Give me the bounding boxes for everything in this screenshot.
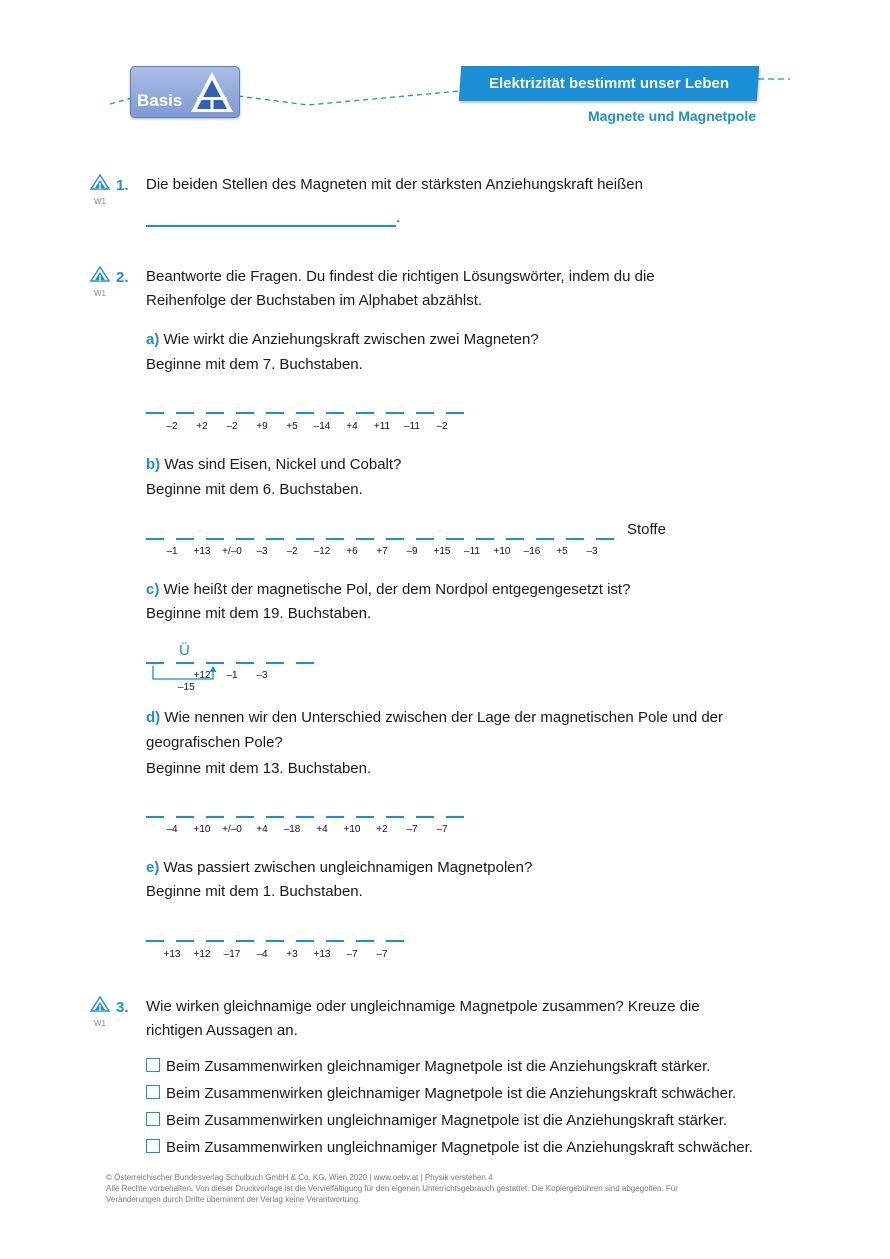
letter-blank[interactable] — [236, 816, 254, 818]
step-number: +10 — [193, 824, 211, 835]
checkbox[interactable] — [146, 1112, 160, 1126]
option-text: Beim Zusammenwirken gleichnamiger Magnetpole ist die Anziehungskraft stärker. — [166, 1058, 711, 1075]
logo-text: Basis — [137, 91, 183, 110]
step-number: –14 — [313, 421, 331, 432]
chapter-title: Elektrizität bestimmt unser Leben — [488, 75, 730, 92]
competence-level: W1 — [94, 289, 106, 298]
step-number: +4 — [316, 824, 328, 835]
letter-blank[interactable] — [206, 412, 224, 414]
step-number: +13 — [163, 949, 181, 960]
question-text: Die beiden Stellen des Magneten mit der stärksten Anziehungskraft heißen — [146, 176, 643, 193]
checkbox[interactable] — [146, 1058, 160, 1072]
checkbox-option[interactable] — [146, 1055, 710, 1079]
footer-line-2: Alle Rechte vorbehalten. Von dieser Druckvorlage ist die Vervielfältigung für den eigenen Unterrichtsgebrauch gestattet. Die Kopiergebühren sind abgegolten. Für — [106, 1184, 678, 1193]
step-number: +12 — [193, 670, 211, 681]
step-number: –11 — [464, 546, 480, 557]
step-number: –7 — [376, 949, 388, 960]
letter-blank[interactable] — [536, 538, 554, 540]
step-number: +13 — [193, 546, 211, 557]
step-number: –7 — [406, 824, 418, 835]
letter-blank[interactable] — [446, 412, 464, 414]
question-number: 1. — [116, 177, 129, 194]
letter-blank[interactable] — [416, 412, 434, 414]
letter-blank[interactable] — [266, 816, 284, 818]
part-label: c) — [146, 581, 160, 598]
question-number: 2. — [116, 269, 129, 286]
instruction-line-1: Wie wirken gleichnamige oder ungleichnamige Magnetpole zusammen? Kreuze die — [146, 998, 700, 1015]
letter-blank[interactable] — [296, 412, 314, 414]
step-number: +6 — [346, 546, 358, 557]
step-number: –1 — [166, 546, 178, 557]
step-number: –4 — [166, 824, 178, 835]
letter-blank[interactable] — [296, 940, 314, 942]
checkbox-option[interactable] — [146, 1136, 753, 1160]
step-number: +2 — [376, 824, 388, 835]
example-letter: Ü — [179, 642, 190, 659]
letter-blank[interactable] — [176, 816, 194, 818]
letter-blank[interactable] — [356, 940, 374, 942]
letter-blank[interactable] — [356, 538, 374, 540]
letter-blank[interactable] — [236, 662, 254, 664]
subquestion-text: Was sind Eisen, Nickel und Cobalt? — [164, 456, 402, 473]
letter-blank[interactable] — [326, 412, 344, 414]
letter-blank[interactable] — [386, 940, 404, 942]
letter-blank[interactable] — [266, 538, 284, 540]
triangle-logo-icon — [189, 70, 235, 114]
checkbox[interactable] — [146, 1139, 160, 1153]
step-number: –7 — [436, 824, 448, 835]
step-number: +12 — [193, 949, 211, 960]
letter-blank[interactable] — [176, 538, 194, 540]
letter-blank[interactable] — [206, 816, 224, 818]
step-number: –3 — [586, 546, 598, 557]
instruction-line-2: Reihenfolge der Buchstaben im Alphabet abzählst. — [146, 292, 483, 309]
part-label: b) — [146, 456, 161, 473]
step-number: –4 — [256, 949, 268, 960]
footer-line-3: Veränderungen durch Dritte übernimmt der Verlag keine Verantwortung. — [106, 1195, 361, 1204]
subquestion-a — [146, 328, 539, 352]
step-number: –3 — [256, 546, 268, 557]
letter-blank[interactable] — [296, 816, 314, 818]
step-number: –2 — [286, 546, 298, 557]
letter-blank[interactable] — [236, 412, 254, 414]
part-label: a) — [146, 331, 160, 348]
step-number: –7 — [346, 949, 358, 960]
start-hint: Beginne mit dem 1. Buchstaben. — [146, 883, 363, 900]
letter-blank[interactable] — [386, 412, 404, 414]
subquestion-text: Wie heißt der magnetische Pol, der dem Nordpol entgegengesetzt ist? — [163, 581, 631, 598]
start-hint: Beginne mit dem 13. Buchstaben. — [146, 760, 372, 777]
option-text: Beim Zusammenwirken ungleichnamiger Magnetpole ist die Anziehungskraft schwächer. — [166, 1139, 753, 1156]
answer-suffix: Stoffe — [627, 521, 666, 538]
step-number: +11 — [373, 421, 391, 432]
part-label: d) — [146, 709, 161, 726]
subquestion-text: Wie wirkt die Anziehungskraft zwischen zwei Magneten? — [163, 331, 539, 348]
letter-blank[interactable] — [206, 940, 224, 942]
letter-blank[interactable] — [326, 940, 344, 942]
competence-level: W1 — [94, 1019, 106, 1028]
subquestion-e — [146, 856, 532, 880]
question-number: 3. — [116, 999, 129, 1016]
letter-blank[interactable] — [506, 538, 524, 540]
step-number: –9 — [406, 546, 418, 557]
instruction-line-1: Beantworte die Fragen. Du findest die richtigen Lösungswörter, indem du die — [146, 268, 655, 285]
letter-blank[interactable] — [146, 538, 164, 540]
letter-blank[interactable] — [146, 940, 164, 942]
difficulty-triangle-icon — [90, 996, 110, 1012]
sentence-end: . — [396, 209, 401, 226]
instruction-line-2: richtigen Aussagen an. — [146, 1022, 298, 1039]
subquestion-c — [146, 578, 630, 602]
step-number: +4 — [346, 421, 358, 432]
step-number: +5 — [286, 421, 298, 432]
letter-blank[interactable] — [596, 538, 614, 540]
step-number: +10 — [493, 546, 511, 557]
competence-level: W1 — [94, 197, 106, 206]
step-number: +9 — [256, 421, 268, 432]
step-number: +10 — [343, 824, 361, 835]
start-hint: Beginne mit dem 19. Buchstaben. — [146, 605, 372, 622]
letter-blank[interactable] — [386, 816, 404, 818]
letter-blank[interactable] — [356, 412, 374, 414]
checkbox[interactable] — [146, 1085, 160, 1099]
letter-blank[interactable] — [266, 940, 284, 942]
letter-blank[interactable] — [416, 816, 434, 818]
letter-blank[interactable] — [266, 662, 284, 664]
letter-blank[interactable] — [416, 538, 434, 540]
difficulty-triangle-icon — [90, 174, 110, 190]
topic-subtitle: Magnete und Magnetpole — [588, 108, 756, 124]
subquestion-b — [146, 453, 401, 477]
subquestion-text-2: geografischen Pole? — [146, 734, 283, 751]
letter-blank[interactable] — [566, 538, 584, 540]
letter-blank[interactable] — [446, 816, 464, 818]
step-number: +5 — [556, 546, 568, 557]
letter-blank[interactable] — [386, 538, 404, 540]
letter-blank[interactable] — [236, 940, 254, 942]
option-text: Beim Zusammenwirken gleichnamiger Magnetpole ist die Anziehungskraft schwächer. — [166, 1085, 737, 1102]
step-number: +15 — [433, 546, 451, 557]
difficulty-triangle-icon — [90, 266, 110, 282]
answer-line[interactable] — [146, 225, 396, 227]
letter-blank[interactable] — [236, 538, 254, 540]
step-number: –2 — [166, 421, 178, 432]
step-number: –3 — [256, 670, 268, 681]
option-text: Beim Zusammenwirken ungleichnamiger Magnetpole ist die Anziehungskraft stärker. — [166, 1112, 728, 1129]
step-number: +/–0 — [222, 824, 242, 835]
letter-blank[interactable] — [206, 538, 224, 540]
letter-blank[interactable] — [176, 940, 194, 942]
step-number: +4 — [256, 824, 268, 835]
letter-blank[interactable] — [446, 538, 464, 540]
subquestion-text: Wie nennen wir den Unterschied zwischen der Lage der magnetischen Pole und der — [164, 709, 724, 726]
step-number: +/–0 — [222, 546, 242, 557]
example-step: –15 — [178, 682, 195, 693]
part-label: e) — [146, 859, 160, 876]
letter-blank[interactable] — [356, 816, 374, 818]
basis-logo — [130, 66, 240, 118]
start-hint: Beginne mit dem 7. Buchstaben. — [146, 356, 363, 373]
step-number: –1 — [226, 670, 238, 681]
step-number: +7 — [376, 546, 388, 557]
step-number: +13 — [313, 949, 331, 960]
letter-blank[interactable] — [296, 662, 314, 664]
letter-blank[interactable] — [296, 538, 314, 540]
letter-blank[interactable] — [176, 412, 194, 414]
step-number: –2 — [436, 421, 448, 432]
footer-line-1: © Österreichischer Bundesverlag Schulbuch GmbH & Co. KG, Wien 2020 | www.oebv.at | Physik verstehen 4 — [106, 1173, 493, 1182]
step-number: –11 — [404, 421, 420, 432]
letter-blank[interactable] — [476, 538, 494, 540]
step-number: +3 — [286, 949, 298, 960]
checkbox-option[interactable] — [146, 1082, 736, 1106]
step-number: –16 — [523, 546, 541, 557]
subquestion-d — [146, 706, 723, 730]
step-number: –12 — [313, 546, 331, 557]
subquestion-text: Was passiert zwischen ungleichnamigen Magnetpolen? — [163, 859, 533, 876]
checkbox-option[interactable] — [146, 1109, 727, 1133]
letter-blank[interactable] — [326, 816, 344, 818]
letter-blank[interactable] — [146, 816, 164, 818]
step-number: –18 — [283, 824, 301, 835]
step-number: –2 — [226, 421, 238, 432]
step-number: +2 — [196, 421, 208, 432]
copyright-footer — [106, 1172, 678, 1205]
letter-blank[interactable] — [326, 538, 344, 540]
step-number: –17 — [223, 949, 241, 960]
letter-blank[interactable] — [146, 412, 164, 414]
start-hint: Beginne mit dem 6. Buchstaben. — [146, 481, 363, 498]
letter-blank[interactable] — [266, 412, 284, 414]
